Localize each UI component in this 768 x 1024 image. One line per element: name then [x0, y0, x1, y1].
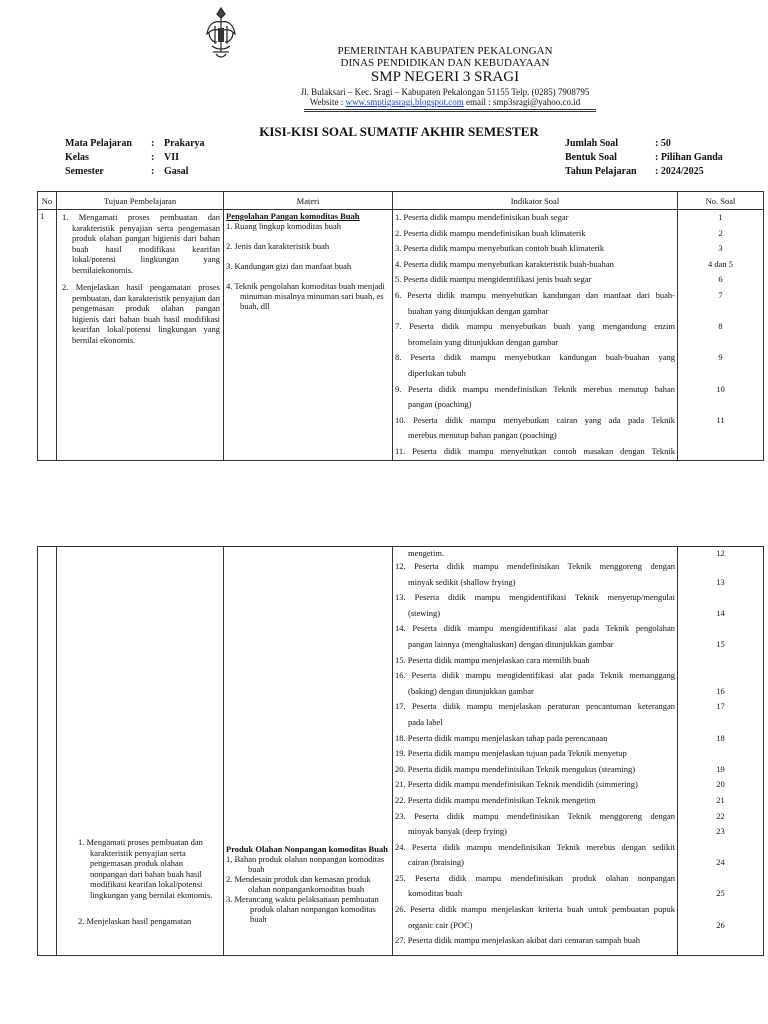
indicator-line: 24. Peserta didik mampu mendefinisikan Teknik merebus dengan sedikit [395, 841, 675, 852]
indicator-line: buahan yang ditunjukkan dengan gambar [408, 305, 549, 316]
material-cell [224, 547, 393, 956]
indicator-line: 17. Peserta didik mampu menjelaskan peraturan pencantuman keterangan [395, 701, 675, 712]
col-header-nosoal: No. Soal [678, 192, 764, 210]
indicator-line: 8. Peserta didik mampu menyebutkan kandungan buah-buahan yang [395, 352, 675, 363]
grid-table-page-1 [37, 191, 764, 461]
objective-item: 1. Mengamati proses pembuatan dan karakteristik penyajian serta pengemasan produk olahan nonpangan dari bahan buah hasil modifikasi kearifan lokal/potensi lingkungan yang bernilai ekonomis. [78, 837, 213, 900]
question-number: 26 [716, 919, 725, 930]
question-number [678, 902, 763, 918]
indicator-line: pada label [408, 716, 443, 727]
question-number [678, 840, 763, 856]
website-link[interactable]: www.smptigasragi.blogspot.com [345, 97, 464, 107]
indicator-line: 19. Peserta didik mampu menjelaskan tujuan pada Teknik menyetup [395, 748, 627, 759]
indicator-line: 16. Peserta didik mampu mengidentifikasi alat pada Teknik memanggang [395, 670, 675, 681]
indicator-line: organic cair (POC) [408, 919, 473, 930]
question-number [678, 621, 763, 637]
header-government-line: PEMERINTAH KABUPATEN PEKALONGAN [337, 45, 553, 57]
question-number [678, 428, 763, 444]
indicator-line: mengetim. [408, 548, 445, 558]
row-number: 1 [38, 210, 57, 461]
question-number-cell [678, 210, 764, 461]
indicator-line: 27. Peserta didik mampu menjelaskan akibat dari cemaran sampah buah [395, 935, 641, 946]
meta-value-class: VII [164, 152, 180, 163]
meta-label: Jumlah Soal [565, 138, 619, 149]
indicator-line: (baking) dengan ditunjukkan gambar [408, 685, 534, 696]
col-header-no: No [38, 192, 57, 210]
meta-sep: : [655, 152, 659, 163]
indicator-line: 6. Peserta didik mampu menyebutkan kandungan dan manfaat dari buah- [395, 289, 675, 300]
indicator-line: 3. Peserta didik mampu menyebutkan contoh buah klimaterik [395, 243, 605, 254]
meta-value-total: 50 [660, 138, 671, 149]
indicator-line: 26. Peserta didik mampu menjelaskan kriteria buah untuk pembuatan pupuk [395, 904, 675, 915]
indicator-line: merebus menutup bahan pangan (poaching) [408, 430, 557, 441]
question-number [678, 366, 763, 382]
header-rule [304, 109, 596, 110]
table-header-row [38, 192, 764, 210]
indicator-line: 23. Peserta didik mampu mendefinisikan Teknik menggoreng dengan [395, 810, 675, 821]
question-number: 17 [716, 701, 725, 712]
col-header-tujuan: Tujuan Pembelajaran [57, 192, 224, 210]
header-address: Jl. Bulaksari – Kec. Sragi – Kabupaten Pekalongan 51155 Telp. (0285) 7908795 [300, 87, 590, 97]
indicator-line: 9. Peserta didik mampu mendefinisikan Teknik merebus menutup bahan [395, 383, 675, 394]
question-number [678, 871, 763, 887]
indicator-line: pangan lainnya (menghaluskan) dengan ditunjukkan gambar [408, 638, 614, 649]
indicator-line: diperlukan tubuh [408, 367, 466, 378]
meta-label: Mata Pelajaran [65, 138, 132, 149]
header-contact [240, 98, 650, 107]
indicator-cell [393, 210, 678, 461]
question-number: 21 [716, 794, 725, 805]
question-number [678, 746, 763, 762]
indicator-line: 22. Peserta didik mampu mendefinisikan Teknik mengetim [395, 794, 596, 805]
question-number [678, 559, 763, 575]
indicator-line: minyak banyak (deep frying) [408, 826, 507, 837]
question-number: 6 [718, 274, 723, 285]
col-header-indikator: Indikator Soal [393, 192, 678, 210]
question-number: 13 [716, 576, 725, 587]
material-item: 3. Kandungan gizi dan manfaat buah [226, 261, 352, 271]
document-title: KISI-KISI SOAL SUMATIF AKHIR SEMESTER [259, 124, 539, 139]
table-row [38, 210, 764, 461]
indicator-line: 4. Peserta didik mampu menyebutkan karakteristik buah-buahan [395, 258, 614, 269]
meta-sep: : [655, 166, 659, 177]
indicator-line: 25. Peserta didik mampu mendefinisikan produk olahan nonpangan [395, 872, 675, 883]
question-number: 19 [716, 763, 725, 774]
question-number [678, 444, 763, 460]
question-number: 11 [716, 414, 725, 425]
indicator-line: 14. Peserta didik mampu mengidentifikasi alat pada Teknik pengolahan [395, 623, 675, 634]
question-number: 23 [716, 826, 725, 837]
meta-right [565, 137, 723, 179]
question-number [678, 653, 763, 669]
question-number [678, 668, 763, 684]
meta-sep: : [151, 166, 155, 177]
material-item: 3. Merancang waktu pelaksanaan pembuatan produk olahan nonpangan komoditas buah [226, 894, 379, 924]
material-cell [224, 210, 393, 461]
meta-label: Kelas [65, 152, 89, 163]
meta-value-subject: Prakarya [164, 138, 205, 149]
question-number: 1 [718, 212, 723, 222]
question-number: 16 [716, 685, 725, 696]
indicator-line: 20. Peserta didik mampu mendefinisikan Teknik mengukus (steaming) [395, 763, 636, 774]
website-label: Website : [309, 97, 346, 107]
meta-value-format: Pilihan Ganda [660, 152, 723, 163]
question-number: 7 [718, 289, 723, 300]
question-number: 8 [718, 321, 723, 332]
question-number [678, 335, 763, 351]
material-item: 4. Teknik pengolahan komoditas buah menjadi minuman misalnya minuman sari buah, es buah, dll [226, 281, 385, 311]
indicator-line: bromelain yang ditunjukkan dengan gambar [408, 336, 559, 347]
regency-emblem-logo [203, 4, 239, 60]
question-number: 25 [716, 888, 725, 899]
email-text: email : smp3sragi@yahoo.co.id [463, 97, 581, 107]
meta-label: Tahun Pelajaran [565, 166, 637, 177]
indicator-line: 5. Peserta didik mampu mengidentifikasi jenis buah segar [395, 274, 592, 285]
grid-table-page-2 [37, 546, 764, 956]
question-number: 4 dan 5 [707, 258, 734, 269]
question-number: 22 [716, 810, 725, 821]
header-school-name: SMP NEGERI 3 SRAGI [370, 69, 520, 85]
question-number: 14 [716, 607, 725, 618]
question-number: 12 [716, 548, 725, 558]
material-title: Pengolahan Pangan komoditas Buah [226, 211, 360, 221]
indicator-line: 10. Peserta didik mampu menyebutkan cairan yang ada pada Teknik [395, 414, 675, 425]
question-number-cell [678, 547, 764, 956]
indicator-line: 12. Peserta didik mampu mendefinisikan Teknik menggoreng dengan [395, 561, 675, 571]
indicator-line: 1. Peserta didik mampu mendefinisikan buah segar [395, 212, 569, 222]
indicator-line: 2. Peserta didik mampu mendefinisikan buah klimaterik [395, 227, 586, 238]
objective-item: 1. Mengamati proses pembuatan dan karakteristik penyajian serta pengemasan produk olahan pangan higienis dari bahan buah hasil modifikasi kearifan lokal/potensi lingkungan yang bernilaiekonomis. [62, 212, 220, 275]
meta-sep: : [655, 138, 659, 149]
col-header-materi: Materi [224, 192, 393, 210]
material-title: Produk Olahan Nonpangan komoditas Buah [226, 844, 388, 854]
meta-label: Semester [65, 166, 104, 177]
question-number [678, 715, 763, 731]
header-rule-2 [304, 111, 596, 112]
question-number: 18 [716, 732, 725, 743]
material-item: 2. Mendesain produk dan kemasan produk olahan nonpangankomoditas buah [226, 874, 371, 894]
question-number: 9 [718, 352, 723, 363]
row-number-empty [38, 547, 57, 956]
meta-value-year: 2024/2025 [660, 166, 704, 177]
question-number [678, 590, 763, 606]
question-number: 3 [718, 243, 723, 254]
meta-left [65, 137, 205, 179]
meta-value-semester: Gasal [164, 166, 189, 177]
question-number [678, 397, 763, 413]
header-department-line: DINAS PENDIDIKAN DAN KEBUDAYAAN [340, 57, 550, 69]
objective-item: 2. Menjelaskan hasil pengamatan proses pembuatan, dan karakteristik penyajian dan pengemasan produk olahan pangan higienis dari bahan buah hasil modifikasi kearifan lokal/potensi lingkungan yang bernilai ekonomis. [62, 282, 220, 345]
question-number [678, 933, 763, 949]
indicator-line: 13. Peserta didik mampu mengidentifikasi Teknik menyetup/mengulai [395, 592, 675, 603]
question-number: 20 [716, 779, 725, 790]
objective-item: 2. Menjelaskan hasil pengamatan [78, 916, 192, 926]
indicator-line: komoditas buah [408, 888, 463, 899]
indicator-line: 21. Peserta didik mampu mendefinisikan Teknik mendidih (simmering) [395, 779, 638, 790]
question-number [678, 304, 763, 320]
indicator-line: cairan (braising) [408, 857, 464, 868]
indicator-cell [393, 547, 678, 956]
indicator-line: 18. Peserta didik mampu menjelaskan tahap pada perencanaan [395, 732, 608, 743]
material-item: 1, Bahan produk olahan nonpangan komoditas buah [226, 854, 385, 874]
question-number: 2 [718, 227, 723, 238]
question-number: 10 [716, 383, 725, 394]
meta-sep: : [151, 152, 155, 163]
learning-objectives-cell [57, 210, 224, 461]
indicator-line: minyak sedikit (shallow frying) [408, 576, 516, 587]
indicator-line: pangan (poaching) [408, 399, 472, 410]
indicator-line: (stewing) [408, 607, 441, 618]
indicator-line: 11. Peserta didik mampu menyebutkan contoh masakan dengan Teknik [395, 445, 675, 456]
question-number: 15 [716, 638, 725, 649]
meta-sep: : [151, 138, 155, 149]
material-item: 1. Ruang lingkup komoditas buah [226, 221, 341, 231]
learning-objectives-cell [57, 547, 224, 956]
indicator-line: 15. Peserta didik mampu menjelaskan cara memilih buah [395, 654, 590, 665]
meta-label: Bentuk Soal [565, 152, 617, 163]
indicator-line: 7. Peserta didik mampu menyebutkan buah yang mengandung enzim [395, 321, 675, 332]
question-number: 24 [716, 857, 725, 868]
material-item: 2. Jenis dan karakteristik buah [226, 241, 330, 251]
table-row [38, 547, 764, 956]
